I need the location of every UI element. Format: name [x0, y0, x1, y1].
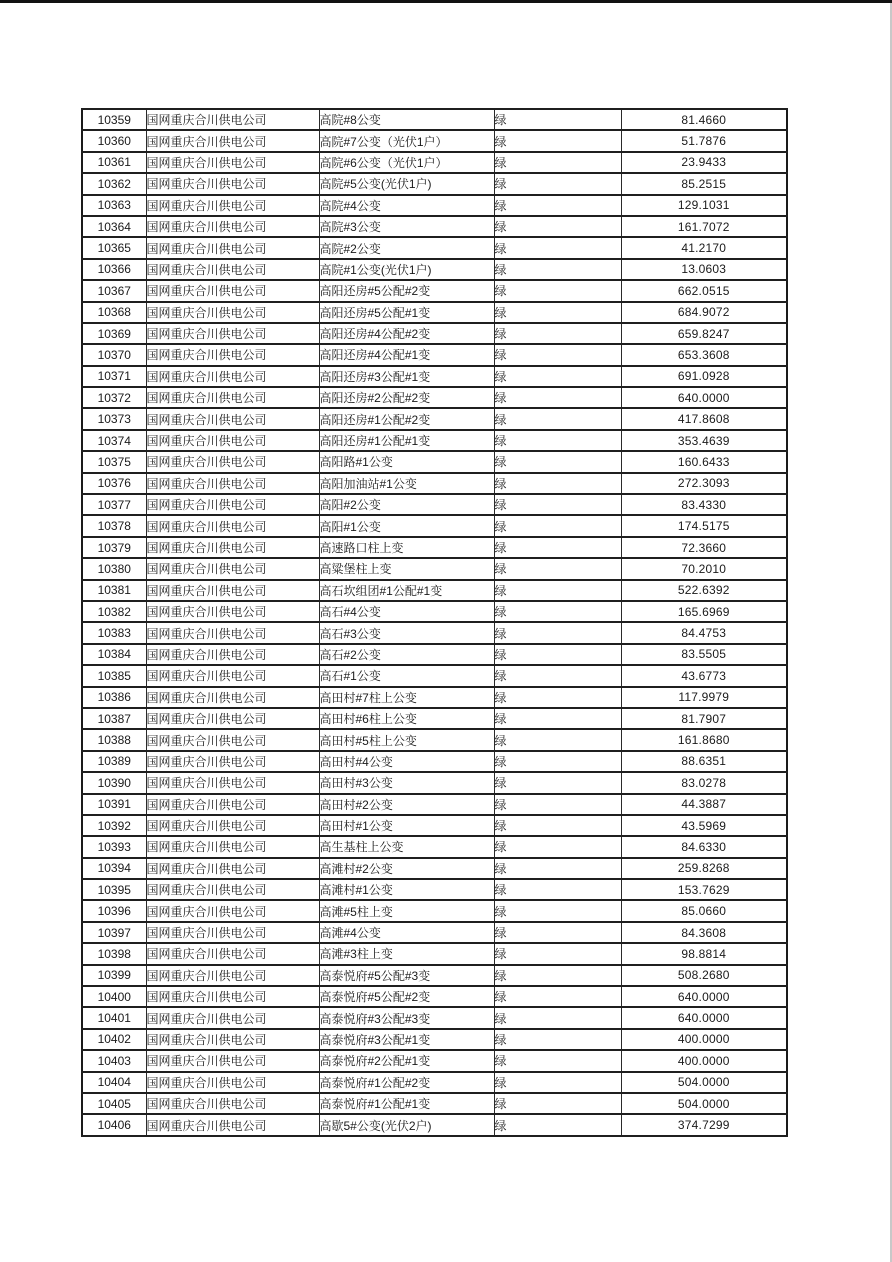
transformer-name-cell: 高滩村#1公变	[319, 879, 494, 900]
transformer-name-cell: 高阳#2公变	[319, 494, 494, 515]
company-cell: 国网重庆合川供电公司	[146, 665, 319, 686]
table-row	[82, 708, 787, 729]
status-cell: 绿	[494, 216, 621, 237]
value-cell: 85.0660	[621, 900, 787, 921]
table-row	[82, 323, 787, 344]
row-id-cell: 10364	[82, 216, 146, 237]
table-row	[82, 109, 787, 130]
value-cell: 174.5175	[621, 515, 787, 536]
company-cell: 国网重庆合川供电公司	[146, 537, 319, 558]
table-row	[82, 772, 787, 793]
value-cell: 85.2515	[621, 173, 787, 194]
value-cell: 81.4660	[621, 109, 787, 130]
table-row	[82, 922, 787, 943]
company-cell: 国网重庆合川供电公司	[146, 515, 319, 536]
value-cell: 272.3093	[621, 473, 787, 494]
table-row	[82, 473, 787, 494]
table-row	[82, 302, 787, 323]
table-row	[82, 1029, 787, 1050]
value-cell: 691.0928	[621, 366, 787, 387]
table-row	[82, 965, 787, 986]
value-cell: 72.3660	[621, 537, 787, 558]
status-cell: 绿	[494, 408, 621, 429]
row-id-cell: 10398	[82, 943, 146, 964]
row-id-cell: 10380	[82, 558, 146, 579]
company-cell: 国网重庆合川供电公司	[146, 1050, 319, 1071]
row-id-cell: 10388	[82, 729, 146, 750]
company-cell: 国网重庆合川供电公司	[146, 1007, 319, 1028]
value-cell: 417.8608	[621, 408, 787, 429]
row-id-cell: 10391	[82, 794, 146, 815]
value-cell: 84.3608	[621, 922, 787, 943]
table-row	[82, 687, 787, 708]
table-row	[82, 622, 787, 643]
transformer-name-cell: 高田村#4公变	[319, 751, 494, 772]
company-cell: 国网重庆合川供电公司	[146, 387, 319, 408]
row-id-cell: 10373	[82, 408, 146, 429]
transformer-name-cell: 高田村#7柱上公变	[319, 687, 494, 708]
transformer-name-cell: 高泰悦府#3公配#3变	[319, 1007, 494, 1028]
row-id-cell: 10386	[82, 687, 146, 708]
company-cell: 国网重庆合川供电公司	[146, 473, 319, 494]
company-cell: 国网重庆合川供电公司	[146, 408, 319, 429]
row-id-cell: 10381	[82, 580, 146, 601]
status-cell: 绿	[494, 580, 621, 601]
table-row	[82, 986, 787, 1007]
table-row	[82, 344, 787, 365]
company-cell: 国网重庆合川供电公司	[146, 152, 319, 173]
company-cell: 国网重庆合川供电公司	[146, 302, 319, 323]
transformer-name-cell: 高生基柱上公变	[319, 836, 494, 857]
row-id-cell: 10394	[82, 858, 146, 879]
transformer-name-cell: 高石#4公变	[319, 601, 494, 622]
company-cell: 国网重庆合川供电公司	[146, 729, 319, 750]
table-row	[82, 152, 787, 173]
company-cell: 国网重庆合川供电公司	[146, 259, 319, 280]
value-cell: 98.8814	[621, 943, 787, 964]
table-row	[82, 130, 787, 151]
value-cell: 374.7299	[621, 1114, 787, 1136]
company-cell: 国网重庆合川供电公司	[146, 580, 319, 601]
status-cell: 绿	[494, 986, 621, 1007]
value-cell: 83.0278	[621, 772, 787, 793]
table-row	[82, 794, 787, 815]
company-cell: 国网重庆合川供电公司	[146, 644, 319, 665]
company-cell: 国网重庆合川供电公司	[146, 836, 319, 857]
transformer-name-cell: 高滩村#2公变	[319, 858, 494, 879]
value-cell: 153.7629	[621, 879, 787, 900]
company-cell: 国网重庆合川供电公司	[146, 1114, 319, 1136]
company-cell: 国网重庆合川供电公司	[146, 109, 319, 130]
transformer-name-cell: 高阳还房#4公配#2变	[319, 323, 494, 344]
status-cell: 绿	[494, 302, 621, 323]
status-cell: 绿	[494, 152, 621, 173]
row-id-cell: 10362	[82, 173, 146, 194]
value-cell: 522.6392	[621, 580, 787, 601]
table-row	[82, 537, 787, 558]
transformer-load-table	[81, 108, 788, 1137]
transformer-name-cell: 高田村#1公变	[319, 815, 494, 836]
status-cell: 绿	[494, 708, 621, 729]
company-cell: 国网重庆合川供电公司	[146, 708, 319, 729]
table-row	[82, 836, 787, 857]
value-cell: 70.2010	[621, 558, 787, 579]
value-cell: 659.8247	[621, 323, 787, 344]
row-id-cell: 10402	[82, 1029, 146, 1050]
company-cell: 国网重庆合川供电公司	[146, 965, 319, 986]
status-cell: 绿	[494, 943, 621, 964]
row-id-cell: 10359	[82, 109, 146, 130]
status-cell: 绿	[494, 537, 621, 558]
table-row	[82, 408, 787, 429]
value-cell: 653.3608	[621, 344, 787, 365]
value-cell: 43.5969	[621, 815, 787, 836]
transformer-name-cell: 高泰悦府#5公配#3变	[319, 965, 494, 986]
company-cell: 国网重庆合川供电公司	[146, 1072, 319, 1093]
row-id-cell: 10406	[82, 1114, 146, 1136]
row-id-cell: 10376	[82, 473, 146, 494]
company-cell: 国网重庆合川供电公司	[146, 558, 319, 579]
table-row	[82, 815, 787, 836]
table-row	[82, 1007, 787, 1028]
row-id-cell: 10390	[82, 772, 146, 793]
transformer-name-cell: 高滩#5柱上变	[319, 900, 494, 921]
company-cell: 国网重庆合川供电公司	[146, 815, 319, 836]
row-id-cell: 10361	[82, 152, 146, 173]
status-cell: 绿	[494, 687, 621, 708]
table-row	[82, 580, 787, 601]
value-cell: 640.0000	[621, 1007, 787, 1028]
company-cell: 国网重庆合川供电公司	[146, 280, 319, 301]
company-cell: 国网重庆合川供电公司	[146, 451, 319, 472]
row-id-cell: 10400	[82, 986, 146, 1007]
status-cell: 绿	[494, 815, 621, 836]
value-cell: 41.2170	[621, 237, 787, 258]
status-cell: 绿	[494, 344, 621, 365]
status-cell: 绿	[494, 473, 621, 494]
value-cell: 13.0603	[621, 259, 787, 280]
status-cell: 绿	[494, 494, 621, 515]
status-cell: 绿	[494, 858, 621, 879]
value-cell: 129.1031	[621, 195, 787, 216]
row-id-cell: 10389	[82, 751, 146, 772]
value-cell: 161.7072	[621, 216, 787, 237]
transformer-name-cell: 高石#1公变	[319, 665, 494, 686]
row-id-cell: 10365	[82, 237, 146, 258]
transformer-name-cell: 高石坎组团#1公配#1变	[319, 580, 494, 601]
transformer-name-cell: 高院#6公变（光伏1户）	[319, 152, 494, 173]
status-cell: 绿	[494, 601, 621, 622]
value-cell: 83.5505	[621, 644, 787, 665]
status-cell: 绿	[494, 1029, 621, 1050]
table-row	[82, 644, 787, 665]
status-cell: 绿	[494, 900, 621, 921]
company-cell: 国网重庆合川供电公司	[146, 751, 319, 772]
transformer-name-cell: 高阳还房#1公配#1变	[319, 430, 494, 451]
company-cell: 国网重庆合川供电公司	[146, 216, 319, 237]
company-cell: 国网重庆合川供电公司	[146, 173, 319, 194]
company-cell: 国网重庆合川供电公司	[146, 323, 319, 344]
value-cell: 353.4639	[621, 430, 787, 451]
table-row	[82, 387, 787, 408]
table-row	[82, 858, 787, 879]
table-row	[82, 430, 787, 451]
status-cell: 绿	[494, 1093, 621, 1114]
status-cell: 绿	[494, 665, 621, 686]
row-id-cell: 10387	[82, 708, 146, 729]
transformer-name-cell: 高院#5公变(光伏1户)	[319, 173, 494, 194]
transformer-name-cell: 高泰悦府#3公配#1变	[319, 1029, 494, 1050]
company-cell: 国网重庆合川供电公司	[146, 794, 319, 815]
table-row	[82, 280, 787, 301]
status-cell: 绿	[494, 130, 621, 151]
status-cell: 绿	[494, 729, 621, 750]
value-cell: 84.6330	[621, 836, 787, 857]
transformer-name-cell: 高石#2公变	[319, 644, 494, 665]
transformer-name-cell: 高田村#5柱上公变	[319, 729, 494, 750]
transformer-name-cell: 高泰悦府#1公配#1变	[319, 1093, 494, 1114]
company-cell: 国网重庆合川供电公司	[146, 366, 319, 387]
value-cell: 640.0000	[621, 986, 787, 1007]
status-cell: 绿	[494, 259, 621, 280]
transformer-name-cell: 高院#3公变	[319, 216, 494, 237]
company-cell: 国网重庆合川供电公司	[146, 900, 319, 921]
value-cell: 51.7876	[621, 130, 787, 151]
value-cell: 23.9433	[621, 152, 787, 173]
table-row	[82, 494, 787, 515]
value-cell: 44.3887	[621, 794, 787, 815]
table-row	[82, 1050, 787, 1071]
company-cell: 国网重庆合川供电公司	[146, 494, 319, 515]
company-cell: 国网重庆合川供电公司	[146, 687, 319, 708]
transformer-name-cell: 高院#1公变(光伏1户)	[319, 259, 494, 280]
table-row	[82, 943, 787, 964]
value-cell: 165.6969	[621, 601, 787, 622]
row-id-cell: 10375	[82, 451, 146, 472]
row-id-cell: 10368	[82, 302, 146, 323]
status-cell: 绿	[494, 280, 621, 301]
row-id-cell: 10405	[82, 1093, 146, 1114]
value-cell: 504.0000	[621, 1093, 787, 1114]
page-top-edge-bar	[0, 0, 892, 3]
company-cell: 国网重庆合川供电公司	[146, 1093, 319, 1114]
transformer-name-cell: 高院#7公变（光伏1户）	[319, 130, 494, 151]
transformer-name-cell: 高阳还房#3公配#1变	[319, 366, 494, 387]
transformer-name-cell: 高粱堡柱上变	[319, 558, 494, 579]
table-row	[82, 665, 787, 686]
row-id-cell: 10397	[82, 922, 146, 943]
company-cell: 国网重庆合川供电公司	[146, 986, 319, 1007]
table-row	[82, 515, 787, 536]
row-id-cell: 10369	[82, 323, 146, 344]
transformer-name-cell: 高田村#2公变	[319, 794, 494, 815]
status-cell: 绿	[494, 387, 621, 408]
transformer-name-cell: 高院#4公变	[319, 195, 494, 216]
transformer-name-cell: 高田村#6柱上公变	[319, 708, 494, 729]
company-cell: 国网重庆合川供电公司	[146, 195, 319, 216]
status-cell: 绿	[494, 836, 621, 857]
table-row	[82, 195, 787, 216]
row-id-cell: 10379	[82, 537, 146, 558]
transformer-name-cell: 高田村#3公变	[319, 772, 494, 793]
row-id-cell: 10370	[82, 344, 146, 365]
table-row	[82, 173, 787, 194]
status-cell: 绿	[494, 1114, 621, 1136]
company-cell: 国网重庆合川供电公司	[146, 344, 319, 365]
status-cell: 绿	[494, 1050, 621, 1071]
transformer-name-cell: 高阳路#1公变	[319, 451, 494, 472]
transformer-name-cell: 高歇5#公变(光伏2户)	[319, 1114, 494, 1136]
row-id-cell: 10366	[82, 259, 146, 280]
transformer-name-cell: 高速路口柱上变	[319, 537, 494, 558]
status-cell: 绿	[494, 922, 621, 943]
status-cell: 绿	[494, 965, 621, 986]
transformer-name-cell: 高院#8公变	[319, 109, 494, 130]
status-cell: 绿	[494, 323, 621, 344]
row-id-cell: 10374	[82, 430, 146, 451]
company-cell: 国网重庆合川供电公司	[146, 858, 319, 879]
table-row	[82, 451, 787, 472]
status-cell: 绿	[494, 366, 621, 387]
status-cell: 绿	[494, 558, 621, 579]
table-row	[82, 237, 787, 258]
value-cell: 84.4753	[621, 622, 787, 643]
status-cell: 绿	[494, 237, 621, 258]
value-cell: 662.0515	[621, 280, 787, 301]
table-row	[82, 729, 787, 750]
status-cell: 绿	[494, 1072, 621, 1093]
status-cell: 绿	[494, 879, 621, 900]
table-row	[82, 601, 787, 622]
value-cell: 508.2680	[621, 965, 787, 986]
status-cell: 绿	[494, 430, 621, 451]
company-cell: 国网重庆合川供电公司	[146, 879, 319, 900]
value-cell: 43.6773	[621, 665, 787, 686]
value-cell: 83.4330	[621, 494, 787, 515]
row-id-cell: 10393	[82, 836, 146, 857]
transformer-name-cell: 高阳还房#2公配#2变	[319, 387, 494, 408]
company-cell: 国网重庆合川供电公司	[146, 601, 319, 622]
table-row	[82, 216, 787, 237]
status-cell: 绿	[494, 515, 621, 536]
value-cell: 684.9072	[621, 302, 787, 323]
table-row	[82, 558, 787, 579]
transformer-name-cell: 高阳还房#1公配#2变	[319, 408, 494, 429]
transformer-name-cell: 高阳还房#5公配#1变	[319, 302, 494, 323]
row-id-cell: 10403	[82, 1050, 146, 1071]
transformer-name-cell: 高泰悦府#2公配#1变	[319, 1050, 494, 1071]
transformer-name-cell: 高泰悦府#5公配#2变	[319, 986, 494, 1007]
row-id-cell: 10385	[82, 665, 146, 686]
table-row	[82, 751, 787, 772]
status-cell: 绿	[494, 109, 621, 130]
transformer-name-cell: 高泰悦府#1公配#2变	[319, 1072, 494, 1093]
status-cell: 绿	[494, 772, 621, 793]
value-cell: 160.6433	[621, 451, 787, 472]
company-cell: 国网重庆合川供电公司	[146, 943, 319, 964]
value-cell: 640.0000	[621, 387, 787, 408]
row-id-cell: 10382	[82, 601, 146, 622]
row-id-cell: 10377	[82, 494, 146, 515]
company-cell: 国网重庆合川供电公司	[146, 130, 319, 151]
row-id-cell: 10363	[82, 195, 146, 216]
status-cell: 绿	[494, 451, 621, 472]
row-id-cell: 10392	[82, 815, 146, 836]
value-cell: 400.0000	[621, 1050, 787, 1071]
transformer-name-cell: 高院#2公变	[319, 237, 494, 258]
status-cell: 绿	[494, 195, 621, 216]
table-row	[82, 1093, 787, 1114]
table-row	[82, 900, 787, 921]
table-row	[82, 366, 787, 387]
row-id-cell: 10384	[82, 644, 146, 665]
row-id-cell: 10404	[82, 1072, 146, 1093]
status-cell: 绿	[494, 751, 621, 772]
row-id-cell: 10383	[82, 622, 146, 643]
company-cell: 国网重庆合川供电公司	[146, 237, 319, 258]
table-row	[82, 1072, 787, 1093]
company-cell: 国网重庆合川供电公司	[146, 922, 319, 943]
table-body	[82, 109, 787, 1136]
row-id-cell: 10399	[82, 965, 146, 986]
transformer-name-cell: 高阳还房#4公配#1变	[319, 344, 494, 365]
status-cell: 绿	[494, 622, 621, 643]
row-id-cell: 10372	[82, 387, 146, 408]
table-row	[82, 1114, 787, 1136]
status-cell: 绿	[494, 173, 621, 194]
row-id-cell: 10378	[82, 515, 146, 536]
company-cell: 国网重庆合川供电公司	[146, 772, 319, 793]
value-cell: 88.6351	[621, 751, 787, 772]
transformer-name-cell: 高滩#4公变	[319, 922, 494, 943]
value-cell: 504.0000	[621, 1072, 787, 1093]
status-cell: 绿	[494, 644, 621, 665]
company-cell: 国网重庆合川供电公司	[146, 430, 319, 451]
value-cell: 161.8680	[621, 729, 787, 750]
value-cell: 117.9979	[621, 687, 787, 708]
value-cell: 259.8268	[621, 858, 787, 879]
transformer-name-cell: 高阳还房#5公配#2变	[319, 280, 494, 301]
value-cell: 400.0000	[621, 1029, 787, 1050]
row-id-cell: 10396	[82, 900, 146, 921]
row-id-cell: 10367	[82, 280, 146, 301]
transformer-name-cell: 高滩#3柱上变	[319, 943, 494, 964]
transformer-name-cell: 高石#3公变	[319, 622, 494, 643]
transformer-name-cell: 高阳加油站#1公变	[319, 473, 494, 494]
row-id-cell: 10401	[82, 1007, 146, 1028]
transformer-name-cell: 高阳#1公变	[319, 515, 494, 536]
table-row	[82, 879, 787, 900]
company-cell: 国网重庆合川供电公司	[146, 622, 319, 643]
value-cell: 81.7907	[621, 708, 787, 729]
row-id-cell: 10395	[82, 879, 146, 900]
row-id-cell: 10360	[82, 130, 146, 151]
row-id-cell: 10371	[82, 366, 146, 387]
status-cell: 绿	[494, 794, 621, 815]
status-cell: 绿	[494, 1007, 621, 1028]
company-cell: 国网重庆合川供电公司	[146, 1029, 319, 1050]
table-row	[82, 259, 787, 280]
